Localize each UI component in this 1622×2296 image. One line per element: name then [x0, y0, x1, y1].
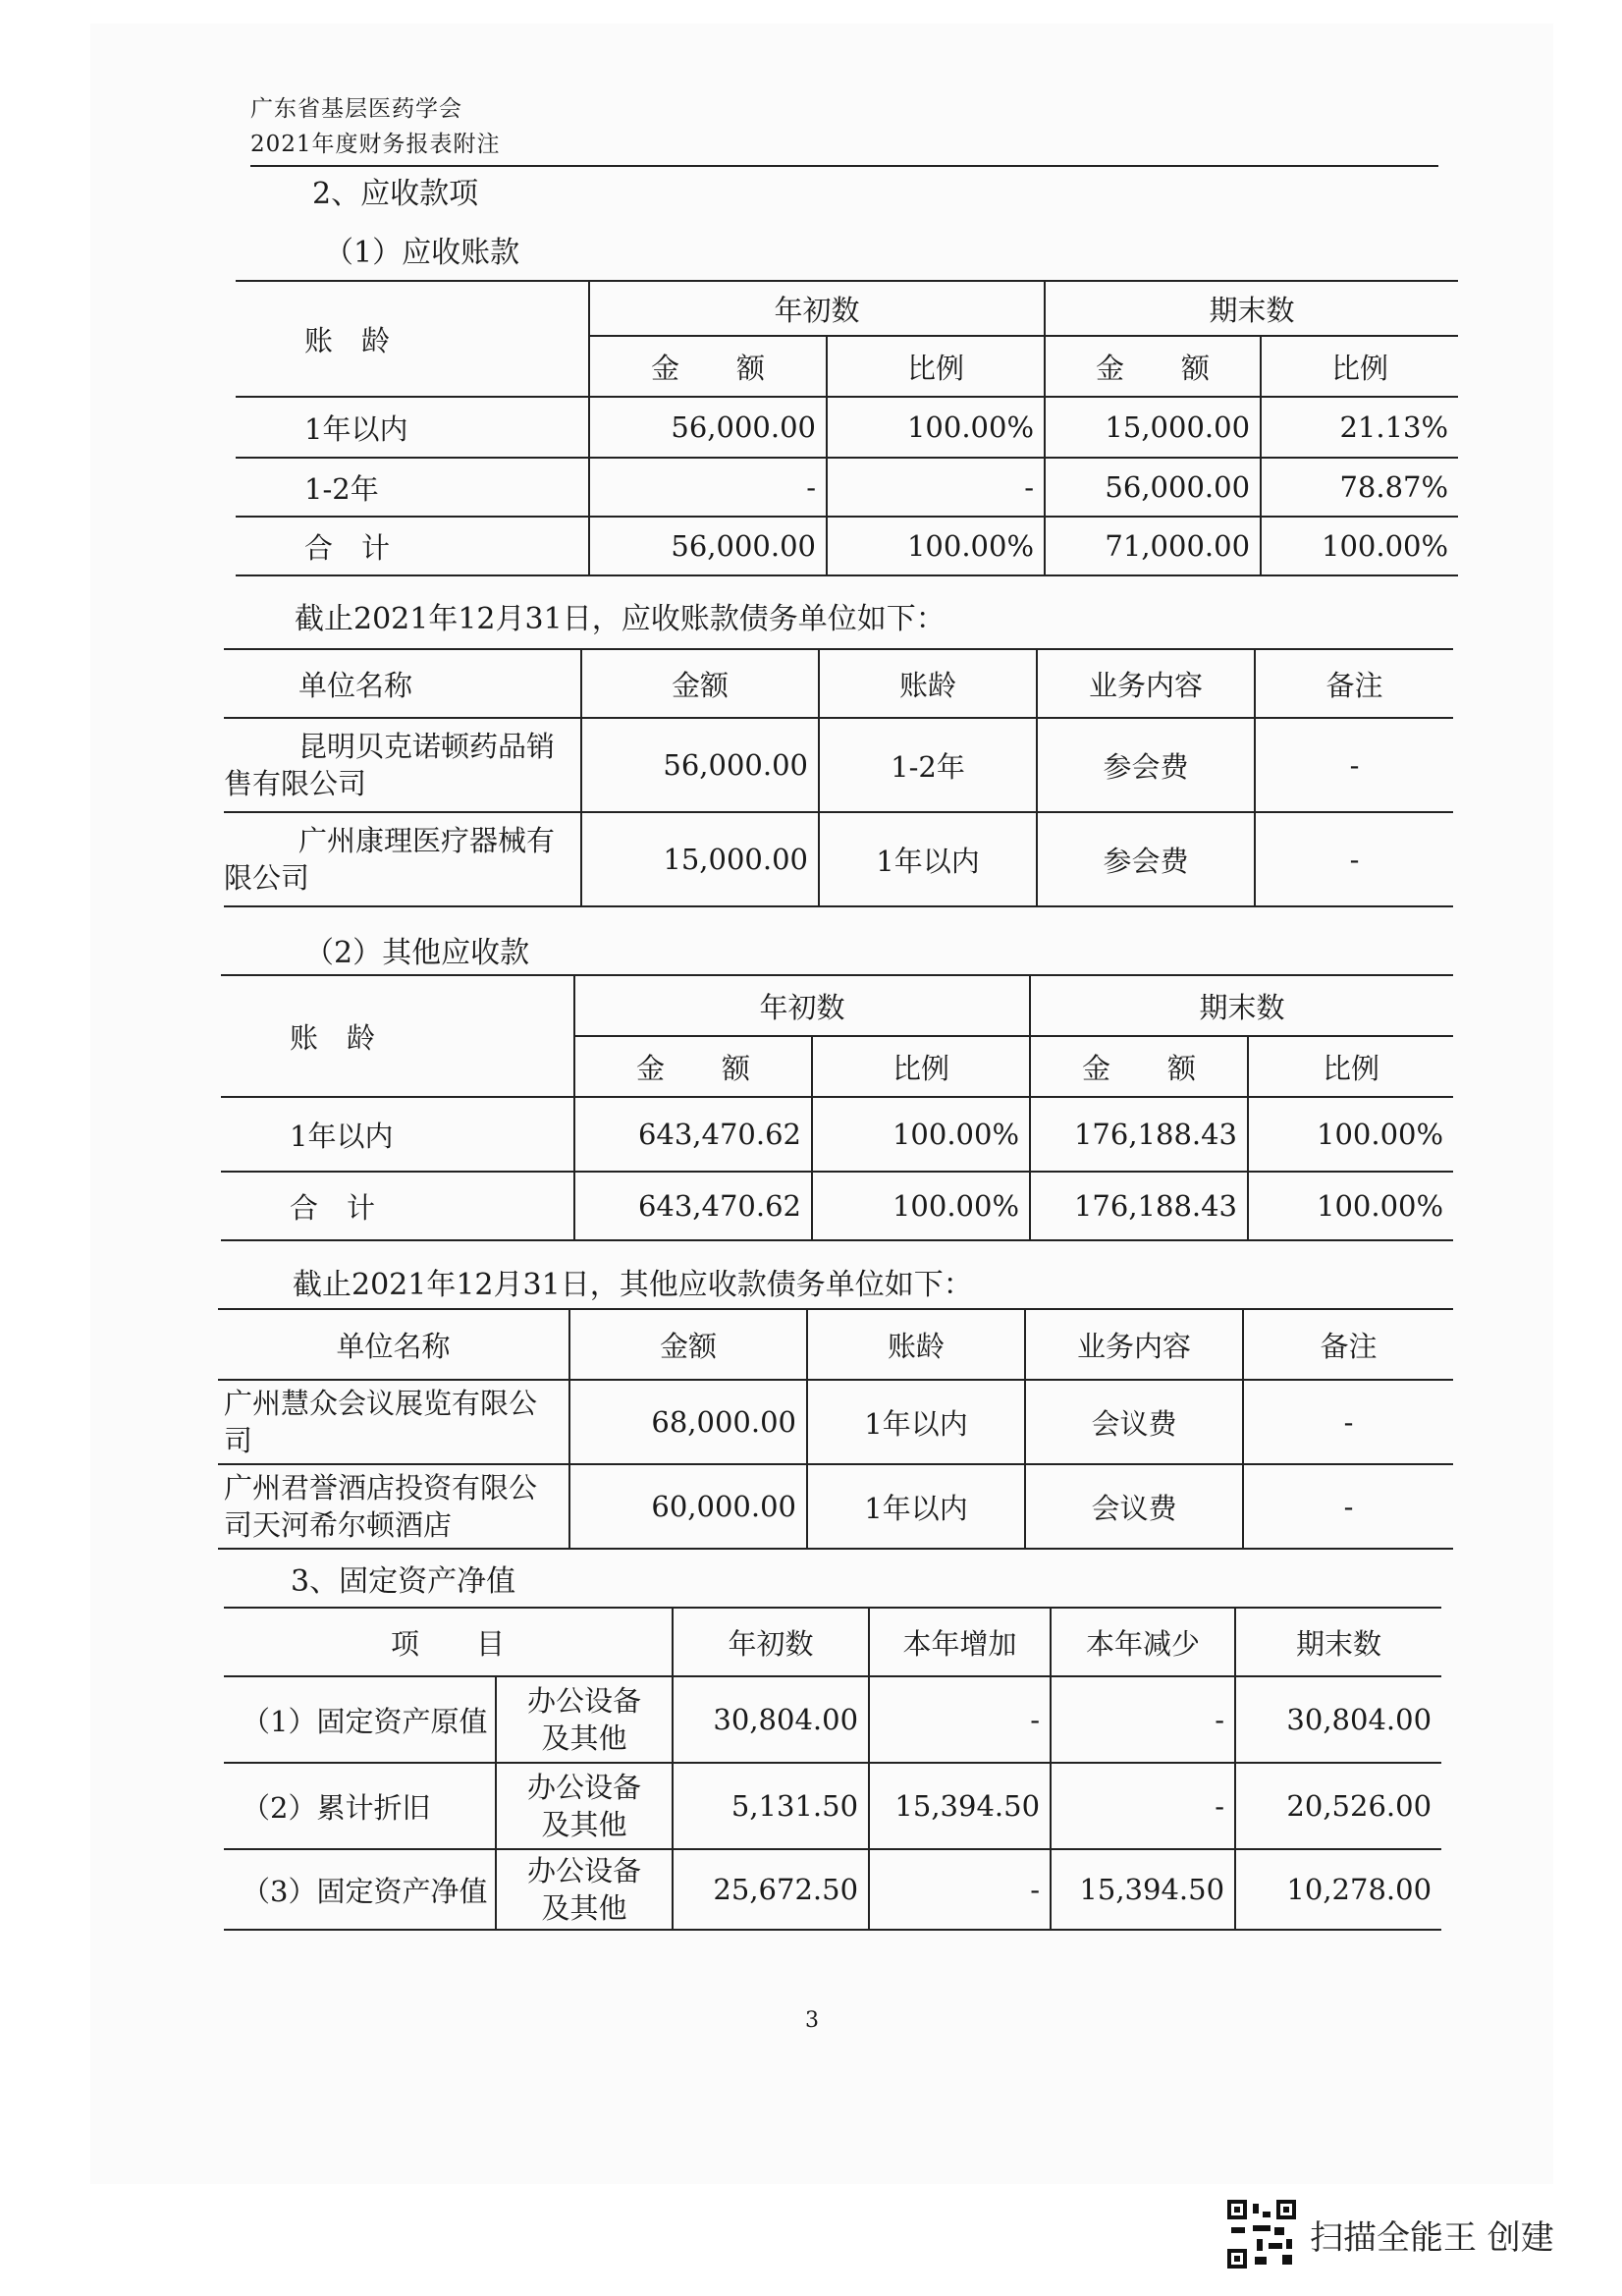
watermark-text: 扫描全能王 创建	[1310, 2217, 1554, 2258]
row-begin-ratio: 100.00%	[812, 1097, 1030, 1172]
row-aging: 合 计	[236, 517, 589, 575]
header-end-ratio: 比例	[1261, 336, 1458, 397]
row-end-amount: 15,000.00	[1045, 397, 1261, 458]
row-begin-amount: 643,470.62	[574, 1172, 812, 1240]
header-begin-ratio: 比例	[812, 1036, 1030, 1097]
other-receivables-table	[221, 974, 1453, 1241]
debtor-header-amount: 金额	[581, 649, 819, 718]
debtor-amount: 68,000.00	[569, 1380, 807, 1464]
row-end-amount: 176,188.43	[1030, 1172, 1248, 1240]
row-aging: 1年以内	[221, 1097, 574, 1172]
asset-end: 30,804.00	[1235, 1676, 1441, 1763]
table-row	[224, 718, 1453, 812]
debtor-header-name: 单位名称	[218, 1309, 569, 1380]
row-begin-ratio: 100.00%	[812, 1172, 1030, 1240]
row-begin-amount: 56,000.00	[589, 397, 827, 458]
header-end-ratio: 比例	[1248, 1036, 1453, 1097]
debtor-content: 参会费	[1037, 718, 1255, 812]
debtor-note: -	[1255, 718, 1453, 812]
asset-end: 10,278.00	[1235, 1849, 1441, 1930]
asset-decrease: 15,394.50	[1051, 1849, 1235, 1930]
asset-increase: -	[869, 1849, 1051, 1930]
header-begin-amount: 金 额	[589, 336, 827, 397]
other-receivables-title: （2）其他应收款	[304, 936, 530, 970]
asset-decrease: -	[1051, 1763, 1235, 1849]
debtor-header-content: 业务内容	[1025, 1309, 1243, 1380]
debtor-aging: 1年以内	[807, 1380, 1025, 1464]
fixed-assets-title: 3、固定资产净值	[291, 1564, 516, 1599]
header-aging: 账 龄	[221, 975, 574, 1097]
header-rule	[250, 165, 1438, 167]
other-receivable-debtor-intro: 截止2021年12月31日，其他应收款债务单位如下：	[293, 1268, 973, 1302]
header-begin-ratio: 比例	[827, 336, 1045, 397]
debtor-note: -	[1255, 812, 1453, 906]
table-row	[224, 1849, 1441, 1930]
asset-category: 办公设备及其他	[496, 1849, 673, 1930]
table-row	[236, 458, 1458, 517]
debtor-amount: 15,000.00	[581, 812, 819, 906]
row-end-ratio: 100.00%	[1248, 1097, 1453, 1172]
other-receivable-debtors-table	[218, 1308, 1453, 1550]
row-end-amount: 56,000.00	[1045, 458, 1261, 517]
asset-item: （2）累计折旧	[224, 1763, 496, 1849]
receivable-debtors-table	[224, 648, 1453, 907]
table-row	[218, 1380, 1453, 1464]
table-row	[236, 517, 1458, 575]
row-end-ratio: 100.00%	[1261, 517, 1458, 575]
debtor-name: 广州康理医疗器械有限公司	[224, 812, 581, 906]
accounts-receivable-table	[236, 280, 1458, 576]
debtor-header-aging: 账龄	[819, 649, 1037, 718]
asset-begin: 5,131.50	[673, 1763, 869, 1849]
debtor-aging: 1-2年	[819, 718, 1037, 812]
scanner-watermark	[1227, 2200, 1554, 2269]
row-end-ratio: 100.00%	[1248, 1172, 1453, 1240]
debtor-amount: 56,000.00	[581, 718, 819, 812]
debtor-header-content: 业务内容	[1037, 649, 1255, 718]
header-decrease: 本年减少	[1051, 1608, 1235, 1676]
asset-item: （1）固定资产原值	[224, 1676, 496, 1763]
page-number: 3	[805, 2008, 819, 2033]
debtor-header-amount: 金额	[569, 1309, 807, 1380]
debtor-aging: 1年以内	[819, 812, 1037, 906]
asset-increase: 15,394.50	[869, 1763, 1051, 1849]
header-begin-amount: 金 额	[574, 1036, 812, 1097]
row-begin-amount: 56,000.00	[589, 517, 827, 575]
row-end-ratio: 78.87%	[1261, 458, 1458, 517]
debtor-content: 参会费	[1037, 812, 1255, 906]
row-begin-amount: 643,470.62	[574, 1097, 812, 1172]
qr-code-icon	[1227, 2200, 1296, 2269]
table-row	[224, 812, 1453, 906]
header-increase: 本年增加	[869, 1608, 1051, 1676]
table-row	[221, 1097, 1453, 1172]
debtor-header-aging: 账龄	[807, 1309, 1025, 1380]
debtor-amount: 60,000.00	[569, 1464, 807, 1549]
asset-end: 20,526.00	[1235, 1763, 1441, 1849]
header-begin: 年初数	[673, 1608, 869, 1676]
asset-increase: -	[869, 1676, 1051, 1763]
asset-begin: 25,672.50	[673, 1849, 869, 1930]
header-end-amount: 金 额	[1045, 336, 1261, 397]
asset-decrease: -	[1051, 1676, 1235, 1763]
row-aging: 1-2年	[236, 458, 589, 517]
header-begin: 年初数	[574, 975, 1030, 1036]
receivable-debtor-intro: 截止2021年12月31日，应收账款债务单位如下：	[295, 602, 946, 636]
header-begin: 年初数	[589, 281, 1045, 336]
row-begin-ratio: 100.00%	[827, 517, 1045, 575]
debtor-header-name: 单位名称	[224, 649, 581, 718]
fixed-assets-table	[224, 1607, 1441, 1931]
debtor-name: 广州君誉酒店投资有限公司天河希尔顿酒店	[218, 1464, 569, 1549]
row-begin-amount: -	[589, 458, 827, 517]
row-begin-ratio: 100.00%	[827, 397, 1045, 458]
row-end-ratio: 21.13%	[1261, 397, 1458, 458]
header-end: 期末数	[1045, 281, 1458, 336]
row-begin-ratio: -	[827, 458, 1045, 517]
debtor-content: 会议费	[1025, 1464, 1243, 1549]
row-end-amount: 71,000.00	[1045, 517, 1261, 575]
org-name: 广东省基层医药学会	[250, 96, 462, 122]
table-row	[218, 1464, 1453, 1549]
asset-begin: 30,804.00	[673, 1676, 869, 1763]
asset-item: （3）固定资产净值	[224, 1849, 496, 1930]
debtor-header-note: 备注	[1255, 649, 1453, 718]
header-aging: 账 龄	[236, 281, 589, 397]
header-end: 期末数	[1235, 1608, 1441, 1676]
debtor-content: 会议费	[1025, 1380, 1243, 1464]
row-end-amount: 176,188.43	[1030, 1097, 1248, 1172]
header-end-amount: 金 额	[1030, 1036, 1248, 1097]
section-receivables-title: 2、应收款项	[312, 177, 479, 211]
header-item: 项 目	[224, 1608, 673, 1676]
report-title: 2021年度财务报表附注	[250, 132, 501, 157]
debtor-name: 昆明贝克诺顿药品销售有限公司	[224, 718, 581, 812]
table-row	[236, 397, 1458, 458]
asset-category: 办公设备及其他	[496, 1763, 673, 1849]
debtor-name: 广州慧众会议展览有限公司	[218, 1380, 569, 1464]
debtor-note: -	[1243, 1464, 1453, 1549]
header-end: 期末数	[1030, 975, 1453, 1036]
asset-category: 办公设备及其他	[496, 1676, 673, 1763]
debtor-note: -	[1243, 1380, 1453, 1464]
table-row	[221, 1172, 1453, 1240]
debtor-aging: 1年以内	[807, 1464, 1025, 1549]
table-row	[224, 1763, 1441, 1849]
row-aging: 1年以内	[236, 397, 589, 458]
accounts-receivable-title: （1）应收账款	[324, 236, 520, 270]
table-row	[224, 1676, 1441, 1763]
row-aging: 合 计	[221, 1172, 574, 1240]
debtor-header-note: 备注	[1243, 1309, 1453, 1380]
